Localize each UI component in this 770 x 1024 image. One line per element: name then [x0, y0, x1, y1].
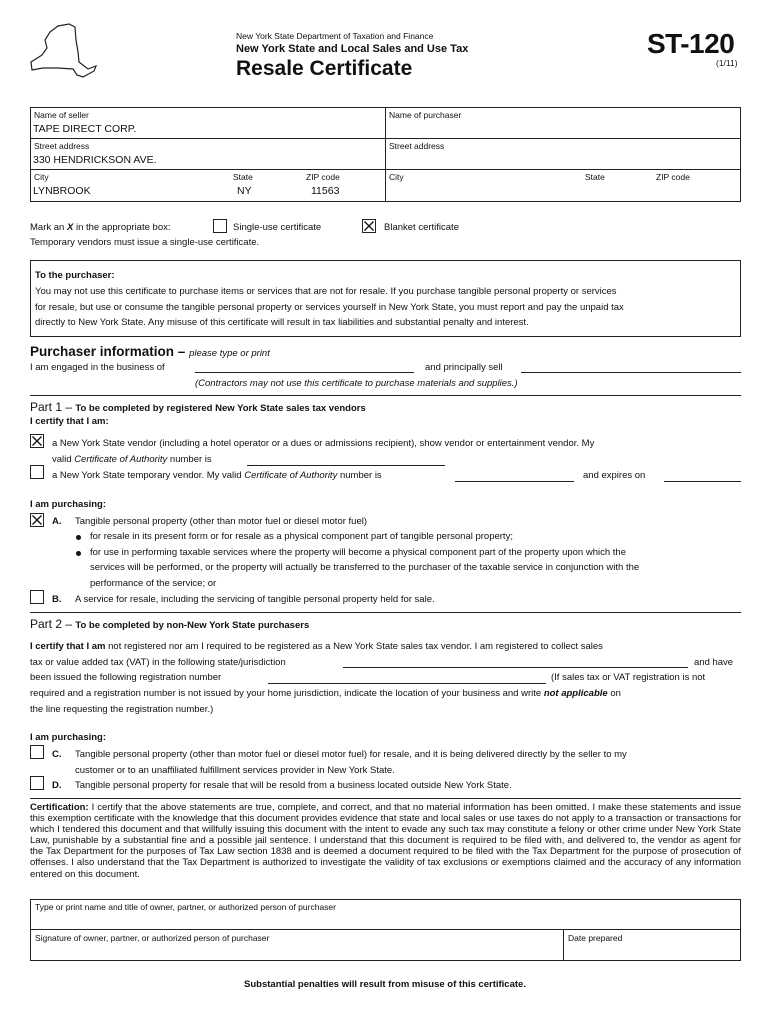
part2-heading: Part 2 – To be completed by non-New York State purchasers — [30, 617, 310, 631]
option-c-letter: C. — [52, 749, 62, 760]
purchaser-zip-field[interactable] — [655, 185, 735, 199]
seller-zip-label: ZIP code — [306, 172, 340, 182]
notice-text: for resale, but use or consume the tangible personal property or services yourself in New York State, you must report and pay the unpaid tax — [35, 302, 624, 313]
divider — [30, 395, 741, 396]
date-prepared-label: Date prepared — [568, 933, 623, 943]
business-label: I am engaged in the business of — [30, 362, 165, 373]
principally-sell-field[interactable] — [521, 372, 741, 373]
divider — [30, 169, 741, 170]
purchaser-city-label: City — [389, 172, 404, 182]
registration-number-label: been issued the following registration number — [30, 672, 222, 683]
option-d-label: Tangible personal property for resale that will be resold from a business located outside New York State. — [75, 780, 512, 791]
seller-city-field[interactable]: LYNBROOK — [33, 185, 91, 197]
part2-certify-text: I certify that I am not registered nor am I required to be registered as a New York State sales tax vendor. I am registered to collect sales — [30, 641, 603, 652]
purchaser-street-label: Street address — [389, 141, 445, 151]
option-a-bullet-text: services will be performed, or the property will actually be transferred to the purchaser of the taxable service in conjunction with the — [90, 562, 640, 573]
seller-zip-field[interactable]: 11563 — [311, 185, 340, 197]
authority-number-field[interactable] — [247, 465, 445, 466]
option-a-bullet-text: performance of the service; or — [90, 578, 217, 589]
option-b-letter: B. — [52, 594, 62, 605]
date-prepared-field[interactable] — [567, 944, 737, 958]
seller-street-field[interactable]: 330 HENDRICKSON AVE. — [33, 154, 157, 166]
expires-label: and expires on — [583, 470, 646, 481]
option-a-checkbox[interactable] — [30, 513, 44, 527]
bullet — [76, 551, 81, 556]
check-x-icon — [31, 514, 43, 526]
notice-text: directly to New York State. Any misuse of this certificate will result in tax liabilities and substantial penalty and interest. — [35, 317, 529, 328]
option-c-label: Tangible personal property (other than motor fuel or diesel motor fuel) for resale, and it is being delivered directly by the seller to my — [75, 749, 627, 760]
temporary-vendor-label: a New York State temporary vendor. My valid Certificate of Authority number is — [52, 470, 382, 481]
seller-street-label: Street address — [34, 141, 90, 151]
form-revision: (1/11) — [716, 58, 738, 68]
authorized-name-label: Type or print name and title of owner, partner, or authorized person of purchaser — [35, 902, 336, 912]
temp-authority-number-field[interactable] — [455, 481, 574, 482]
seller-name-label: Name of seller — [34, 110, 89, 120]
part2-text: (If sales tax or VAT registration is not — [551, 672, 706, 683]
authority-number-label: valid Certificate of Authority number is — [52, 454, 212, 465]
option-a-letter: A. — [52, 516, 62, 527]
business-field[interactable] — [195, 372, 414, 373]
divider — [30, 798, 741, 799]
purchaser-street-field[interactable] — [388, 154, 738, 168]
form-number: ST-120 — [647, 28, 735, 59]
notice-heading: To the purchaser: — [35, 270, 115, 281]
part2-purchasing-label: I am purchasing: — [30, 732, 107, 743]
option-b-checkbox[interactable] — [30, 590, 44, 604]
option-b-label: A service for resale, including the servicing of tangible personal property held for sale. — [75, 594, 435, 605]
authorized-name-field[interactable] — [34, 913, 734, 927]
blanket-checkbox[interactable] — [362, 219, 376, 233]
signature-label: Signature of owner, partner, or authorized person of purchaser — [35, 933, 270, 943]
expiration-date-field[interactable] — [664, 481, 741, 482]
option-c-label: customer or to an unaffiliated fulfillment services provider in New York State. — [75, 765, 395, 776]
purchaser-info-heading: Purchaser information – please type or print — [30, 344, 270, 359]
penalty-warning: Substantial penalties will result from misuse of this certificate. — [244, 979, 526, 990]
part1-certify-label: I certify that I am: — [30, 416, 109, 427]
department-name: New York State Department of Taxation and Finance — [236, 31, 434, 41]
option-d-checkbox[interactable] — [30, 776, 44, 790]
registration-number-field[interactable] — [268, 683, 546, 684]
divider — [30, 929, 741, 930]
temporary-vendor-note: Temporary vendors must issue a single-use certificate. — [30, 237, 260, 248]
new-york-state-logo — [28, 22, 98, 82]
page-title: Resale Certificate — [236, 57, 413, 80]
seller-state-field[interactable]: NY — [237, 185, 252, 197]
single-use-label: Single-use certificate — [233, 222, 322, 233]
notice-text: You may not use this certificate to purchase items or services that are not for resale. If you purchase tangible personal property or services — [35, 286, 617, 297]
part2-text: required and a registration number is not issued by your home jurisdiction, indicate the location of your business and write not applicable on — [30, 688, 621, 699]
blanket-label: Blanket certificate — [384, 222, 459, 233]
part2-text: the line requesting the registration number.) — [30, 704, 214, 715]
divider — [563, 929, 564, 961]
option-a-bullet-text: for resale in its present form or for resale as a physical component part of tangible personal property; — [90, 531, 513, 542]
bullet — [76, 535, 81, 540]
jurisdiction-field[interactable] — [343, 667, 688, 668]
option-c-checkbox[interactable] — [30, 745, 44, 759]
divider — [385, 107, 386, 202]
contractors-note: (Contractors may not use this certificate to purchase materials and supplies.) — [195, 378, 518, 389]
option-d-letter: D. — [52, 780, 62, 791]
check-x-icon — [31, 435, 43, 447]
option-a-label: Tangible personal property (other than motor fuel or diesel motor fuel) — [75, 516, 368, 527]
purchaser-city-field[interactable] — [388, 185, 578, 199]
divider — [30, 612, 741, 613]
principally-sell-label: and principally sell — [425, 362, 503, 373]
purchaser-zip-label: ZIP code — [656, 172, 690, 182]
certification-text: Certification: I certify that the above statements are true, complete, and correct, and that no material information has been omitted. I make these statements and issue this exemption certificate with the knowledge that this document provides evidence that state and local sales or use taxes do not apply to a transaction or transactions for which I tendered this document and that willfully issuing this document with the intent to evade any such tax may constitute a felony or other crime under New York State Law, punishable by a substantial fine and a possible jail sentence. I understand that this document is required to be filed with, and delivered to, the vendor as agent for the Tax Department for the purposes of Tax Law section 1838 and is deemed a document required to be filed with the Tax Department for the purpose of prosecution of offenses. I also understand that the Tax Department is authorized to investigate the validity of tax exclusions or exemptions claimed and the accuracy of any information entered on this document. — [30, 802, 741, 880]
option-a-bullet-text: for use in performing taxable services where the property will become a physical component part of the property upon which the — [90, 547, 626, 558]
nys-vendor-checkbox[interactable] — [30, 434, 44, 448]
seller-city-label: City — [34, 172, 49, 182]
single-use-checkbox[interactable] — [213, 219, 227, 233]
purchaser-name-field[interactable] — [388, 123, 738, 137]
seller-state-label: State — [233, 172, 253, 182]
seller-name-field[interactable]: TAPE DIRECT CORP. — [33, 123, 137, 135]
jurisdiction-label: tax or value added tax (VAT) in the following state/jurisdiction — [30, 657, 286, 668]
divider — [30, 138, 741, 139]
part1-heading: Part 1 – To be completed by registered New York State sales tax vendors — [30, 400, 366, 414]
purchaser-state-label: State — [585, 172, 605, 182]
part2-text: and have — [694, 657, 734, 668]
mark-instruction: Mark an X in the appropriate box: — [30, 222, 171, 233]
temporary-vendor-checkbox[interactable] — [30, 465, 44, 479]
signature-field[interactable] — [34, 944, 554, 958]
form-subtitle: New York State and Local Sales and Use Tax — [236, 43, 469, 55]
purchaser-name-label: Name of purchaser — [389, 110, 462, 120]
nys-vendor-label: a New York State vendor (including a hotel operator or a dues or admissions recipient), show vendor or entertainment vendor. My — [52, 438, 595, 449]
part1-purchasing-label: I am purchasing: — [30, 499, 107, 510]
check-x-icon — [363, 220, 375, 232]
purchaser-state-field[interactable] — [584, 185, 644, 199]
